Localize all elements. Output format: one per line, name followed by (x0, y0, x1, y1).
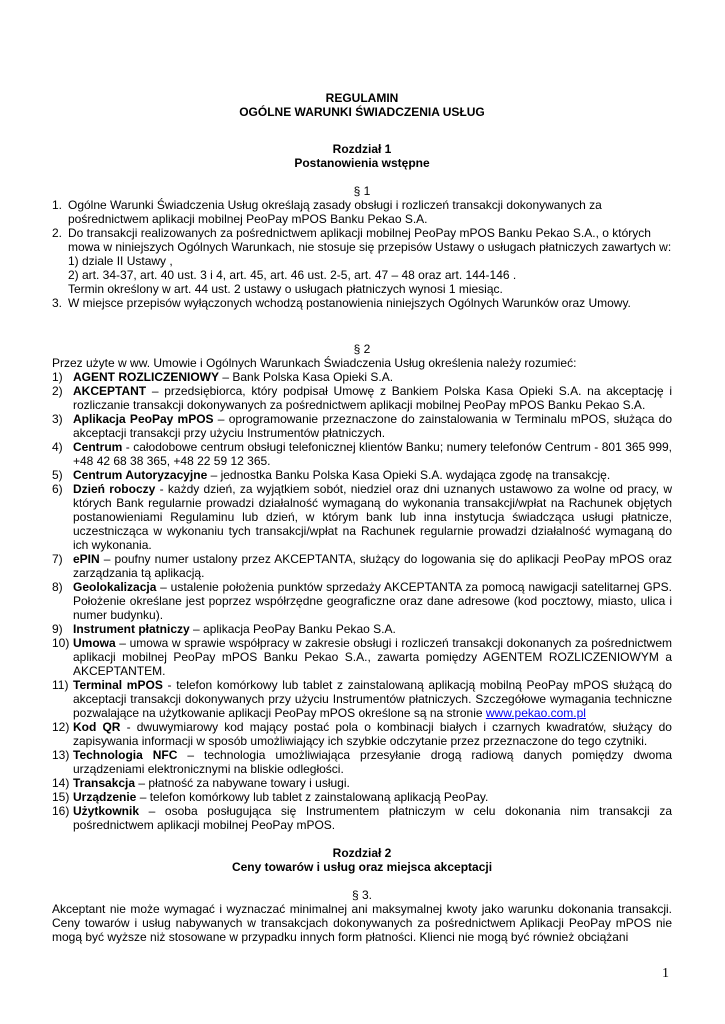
document-title: REGULAMIN (325, 91, 399, 105)
definition-item (52, 678, 672, 720)
definition-number: 16) (52, 804, 70, 818)
chapter-1-name: Postanowienia wstępne (294, 156, 430, 170)
definition-text: – Bank Polska Kasa Opieki S.A. (219, 370, 394, 384)
definition-item (52, 776, 672, 790)
definition-term: ePIN (73, 552, 100, 566)
section-1-mark: § 1 (353, 184, 371, 198)
sub-item-2: 2) art. 34-37, art. 40 ust. 3 i 4, art. 45, art. 46 ust. 2-5, art. 47 – 48 oraz art. 144-146 . (68, 268, 517, 282)
section-3-text: Akceptant nie może wymagać i wyznaczać minimalnej ani maksymalnej kwoty jako warunku dokonania transakcji. Ceny towarów i usług nabywanych w transakcjach dokonywanych za pośrednictwem Aplikacji PeoPay mPOS nie mogą być wyższe niż stosowane w przypadku innych form płatności. Klienci nie mogą być również obciążani (52, 902, 672, 944)
definition-number: 7) (52, 552, 63, 566)
definition-term: Kod QR (73, 720, 121, 734)
definition-number: 2) (52, 384, 63, 398)
definition-text: - dwuwymiarowy kod mający postać pola o kombinacji białych i czarnych kwadratów, służący do zapisywania informacji w sposób umożliwiający ich szybkie odczytanie przez przeznaczone do tego czytniki. (73, 720, 672, 748)
paragraph-text: Ogólne Warunki Świadczenia Usług określają zasady obsługi i rozliczeń transakcji dokonywanych za pośrednictwem aplikacji mobilnej PeoPay mPOS Banku Pekao S.A. (68, 198, 602, 226)
definition-item (52, 440, 672, 468)
definition-item (52, 552, 672, 580)
chapter-2-name: Ceny towarów i usług oraz miejsca akceptacji (231, 860, 493, 874)
paragraph-1 (52, 198, 672, 226)
definition-term: Instrument płatniczy (73, 622, 190, 636)
definition-term: Centrum (73, 440, 123, 454)
document-page (52, 91, 672, 944)
paragraph-2 (52, 226, 672, 296)
definition-item (52, 412, 672, 440)
definition-text: – poufny numer ustalony przez AKCEPTANTA, służący do logowania się do aplikacji PeoPay mPOS oraz zarządzania tą aplikacją. (73, 552, 672, 580)
definition-term: Transakcja (73, 776, 136, 790)
website-link[interactable]: www.pekao.com.pl (485, 706, 586, 720)
definition-item (52, 636, 672, 678)
definition-term: Centrum Autoryzacyjne (73, 468, 208, 482)
definitions-list (52, 370, 672, 832)
definition-text: – aplikacja PeoPay Banku Pekao S.A. (189, 622, 396, 636)
definition-term: Dzień roboczy (73, 482, 156, 496)
definition-text: – oprogramowanie przeznaczone do zainstalowania w Terminalu mPOS, służąca do akceptacji transakcji przy użyciu Instrumentów płatniczych. (73, 412, 673, 440)
definition-text: – ustalenie położenia punktów sprzedaży AKCEPTANTA za pomocą nawigacji satelitarnej GPS. Położenie określane jest poprzez współrzędne geograficzne oraz dane adresowe (kod pocztowy, miasto, ulica i numer budynku). (73, 580, 672, 622)
paragraph-3 (52, 296, 672, 310)
sub-item-3: Termin określony w art. 44 ust. 2 ustawy o usługach płatniczych wynosi 1 miesiąc. (68, 282, 503, 296)
definition-item (52, 482, 672, 552)
definition-term: AGENT ROZLICZENIOWY (73, 370, 219, 384)
definition-item (52, 580, 672, 622)
definition-text: – jednostka Banku Polska Kasa Opieki S.A. wydająca zgodę na transakcję. (207, 468, 611, 482)
definition-number: 8) (52, 580, 63, 594)
section-2-intro: Przez użyte w ww. Umowie i Ogólnych Warunkach Świadczenia Usług określenia należy rozumieć: (52, 356, 577, 370)
definition-text: – przedsiębiorca, który podpisał Umowę z Bankiem Polska Kasa Opieki S.A. na akceptację i rozliczanie transakcji dokonywanych za pośrednictwem aplikacji mobilnej PeoPay mPOS Banku Pekao S.A. (73, 384, 672, 412)
document-subtitle: OGÓLNE WARUNKI ŚWIADCZENIA USŁUG (239, 105, 485, 119)
definition-number: 5) (52, 468, 63, 482)
definition-text: – telefon komórkowy lub tablet z zainstalowaną aplikacją PeoPay. (136, 790, 489, 804)
definition-text: – umowa w sprawie współpracy w zakresie obsługi i rozliczeń transakcji dokonanych za pośrednictwem aplikacji mobilnej PeoPay mPOS Banku Pekao S.A., zawarta pomiędzy AGENTEM ROZLICZENIOWYM a AKCEPTANTEM. (73, 636, 672, 678)
definition-term: Użytkownik (73, 804, 140, 818)
definition-term: Terminal mPOS (73, 678, 163, 692)
section-3-mark: § 3. (351, 888, 372, 902)
chapter-1-title: Rozdział 1 (332, 142, 392, 156)
paragraph-number: 2. (52, 226, 63, 240)
definition-item (52, 790, 672, 804)
definition-number: 1) (52, 370, 63, 384)
definition-number: 13) (52, 748, 70, 762)
definition-term: Technologia NFC (73, 748, 178, 762)
definition-item (52, 804, 672, 832)
page-number: 1 (662, 966, 669, 981)
definition-term: Aplikacja PeoPay mPOS (73, 412, 214, 426)
definition-term: Urządzenie (73, 790, 137, 804)
definition-item (52, 622, 672, 636)
definition-number: 9) (52, 622, 63, 636)
definition-number: 14) (52, 776, 70, 790)
definition-text: - każdy dzień, za wyjątkiem sobót, niedziel oraz dni uznanych ustawowo za wolne od pracy, w których Bank regularnie prowadzi działalność wymaganą do wykonania transakcji/wpłat na Rachunek objętych postanowieniami Regulaminu lub dzień, w którym bank lub inna instytucja świadcząca usługi płatnicze, uczestnicząca w wykonaniu tych transakcji/wpłat na Rachunek regularnie prowadzi działalność wymaganą do ich wykonania. (73, 482, 672, 552)
definition-item (52, 370, 672, 384)
paragraph-text: Do transakcji realizowanych za pośrednictwem aplikacji mobilnej PeoPay mPOS Banku Pekao S.A., o których mowa w niniejszych Ogólnych Warunkach, nie stosuje się przepisów Ustawy o usługach płatniczych zawartych w: (68, 226, 672, 254)
definition-number: 10) (52, 636, 70, 650)
definition-term: AKCEPTANT (73, 384, 147, 398)
definition-number: 4) (52, 440, 63, 454)
definition-number: 3) (52, 412, 63, 426)
definition-item (52, 384, 672, 412)
paragraph-number: 1. (52, 198, 63, 212)
definition-text: – płatność za nabywane towary i usługi. (135, 776, 350, 790)
section-2-mark: § 2 (353, 342, 371, 356)
definition-number: 12) (52, 720, 70, 734)
definition-term: Geolokalizacja (73, 580, 157, 594)
definition-text: – technologia umożliwiająca przesyłanie drogą radiową danych pomiędzy dwoma urządzeniami elektronicznymi na bliskie odległości. (73, 748, 673, 776)
definition-item (52, 748, 672, 776)
sub-item-1: 1) dziale II Ustawy , (68, 254, 173, 268)
definition-text: - całodobowe centrum obsługi telefonicznej klientów Banku; numery telefonów Centrum - 801 365 999, +48 42 68 38 365, +48 22 59 12 365. (73, 440, 672, 468)
paragraph-number: 3. (52, 296, 63, 310)
definition-item (52, 720, 672, 748)
definition-number: 15) (52, 790, 70, 804)
chapter-2-title: Rozdział 2 (332, 846, 392, 860)
definition-number: 6) (52, 482, 63, 496)
definition-term: Umowa (73, 636, 116, 650)
paragraph-text: W miejsce przepisów wyłączonych wchodzą postanowienia niniejszych Ogólnych Warunków oraz Umowy. (68, 296, 631, 310)
definition-text: – osoba posługująca się Instrumentem płatniczym w celu dokonania nim transakcji za pośrednictwem aplikacji mobilnej PeoPay mPOS. (73, 804, 672, 832)
definition-text: - telefon komórkowy lub tablet z zainstalowaną aplikacją mobilną PeoPay mPOS służącą do akceptacji transakcji dokonywanych przy użyciu Instrumentów płatniczych. Szczegółowe wymagania techniczne pozwalające na użytkowanie aplikacji PeoPay mPOS określone są na stronie (73, 678, 672, 720)
definition-number: 11) (52, 678, 69, 692)
definition-item (52, 468, 672, 482)
